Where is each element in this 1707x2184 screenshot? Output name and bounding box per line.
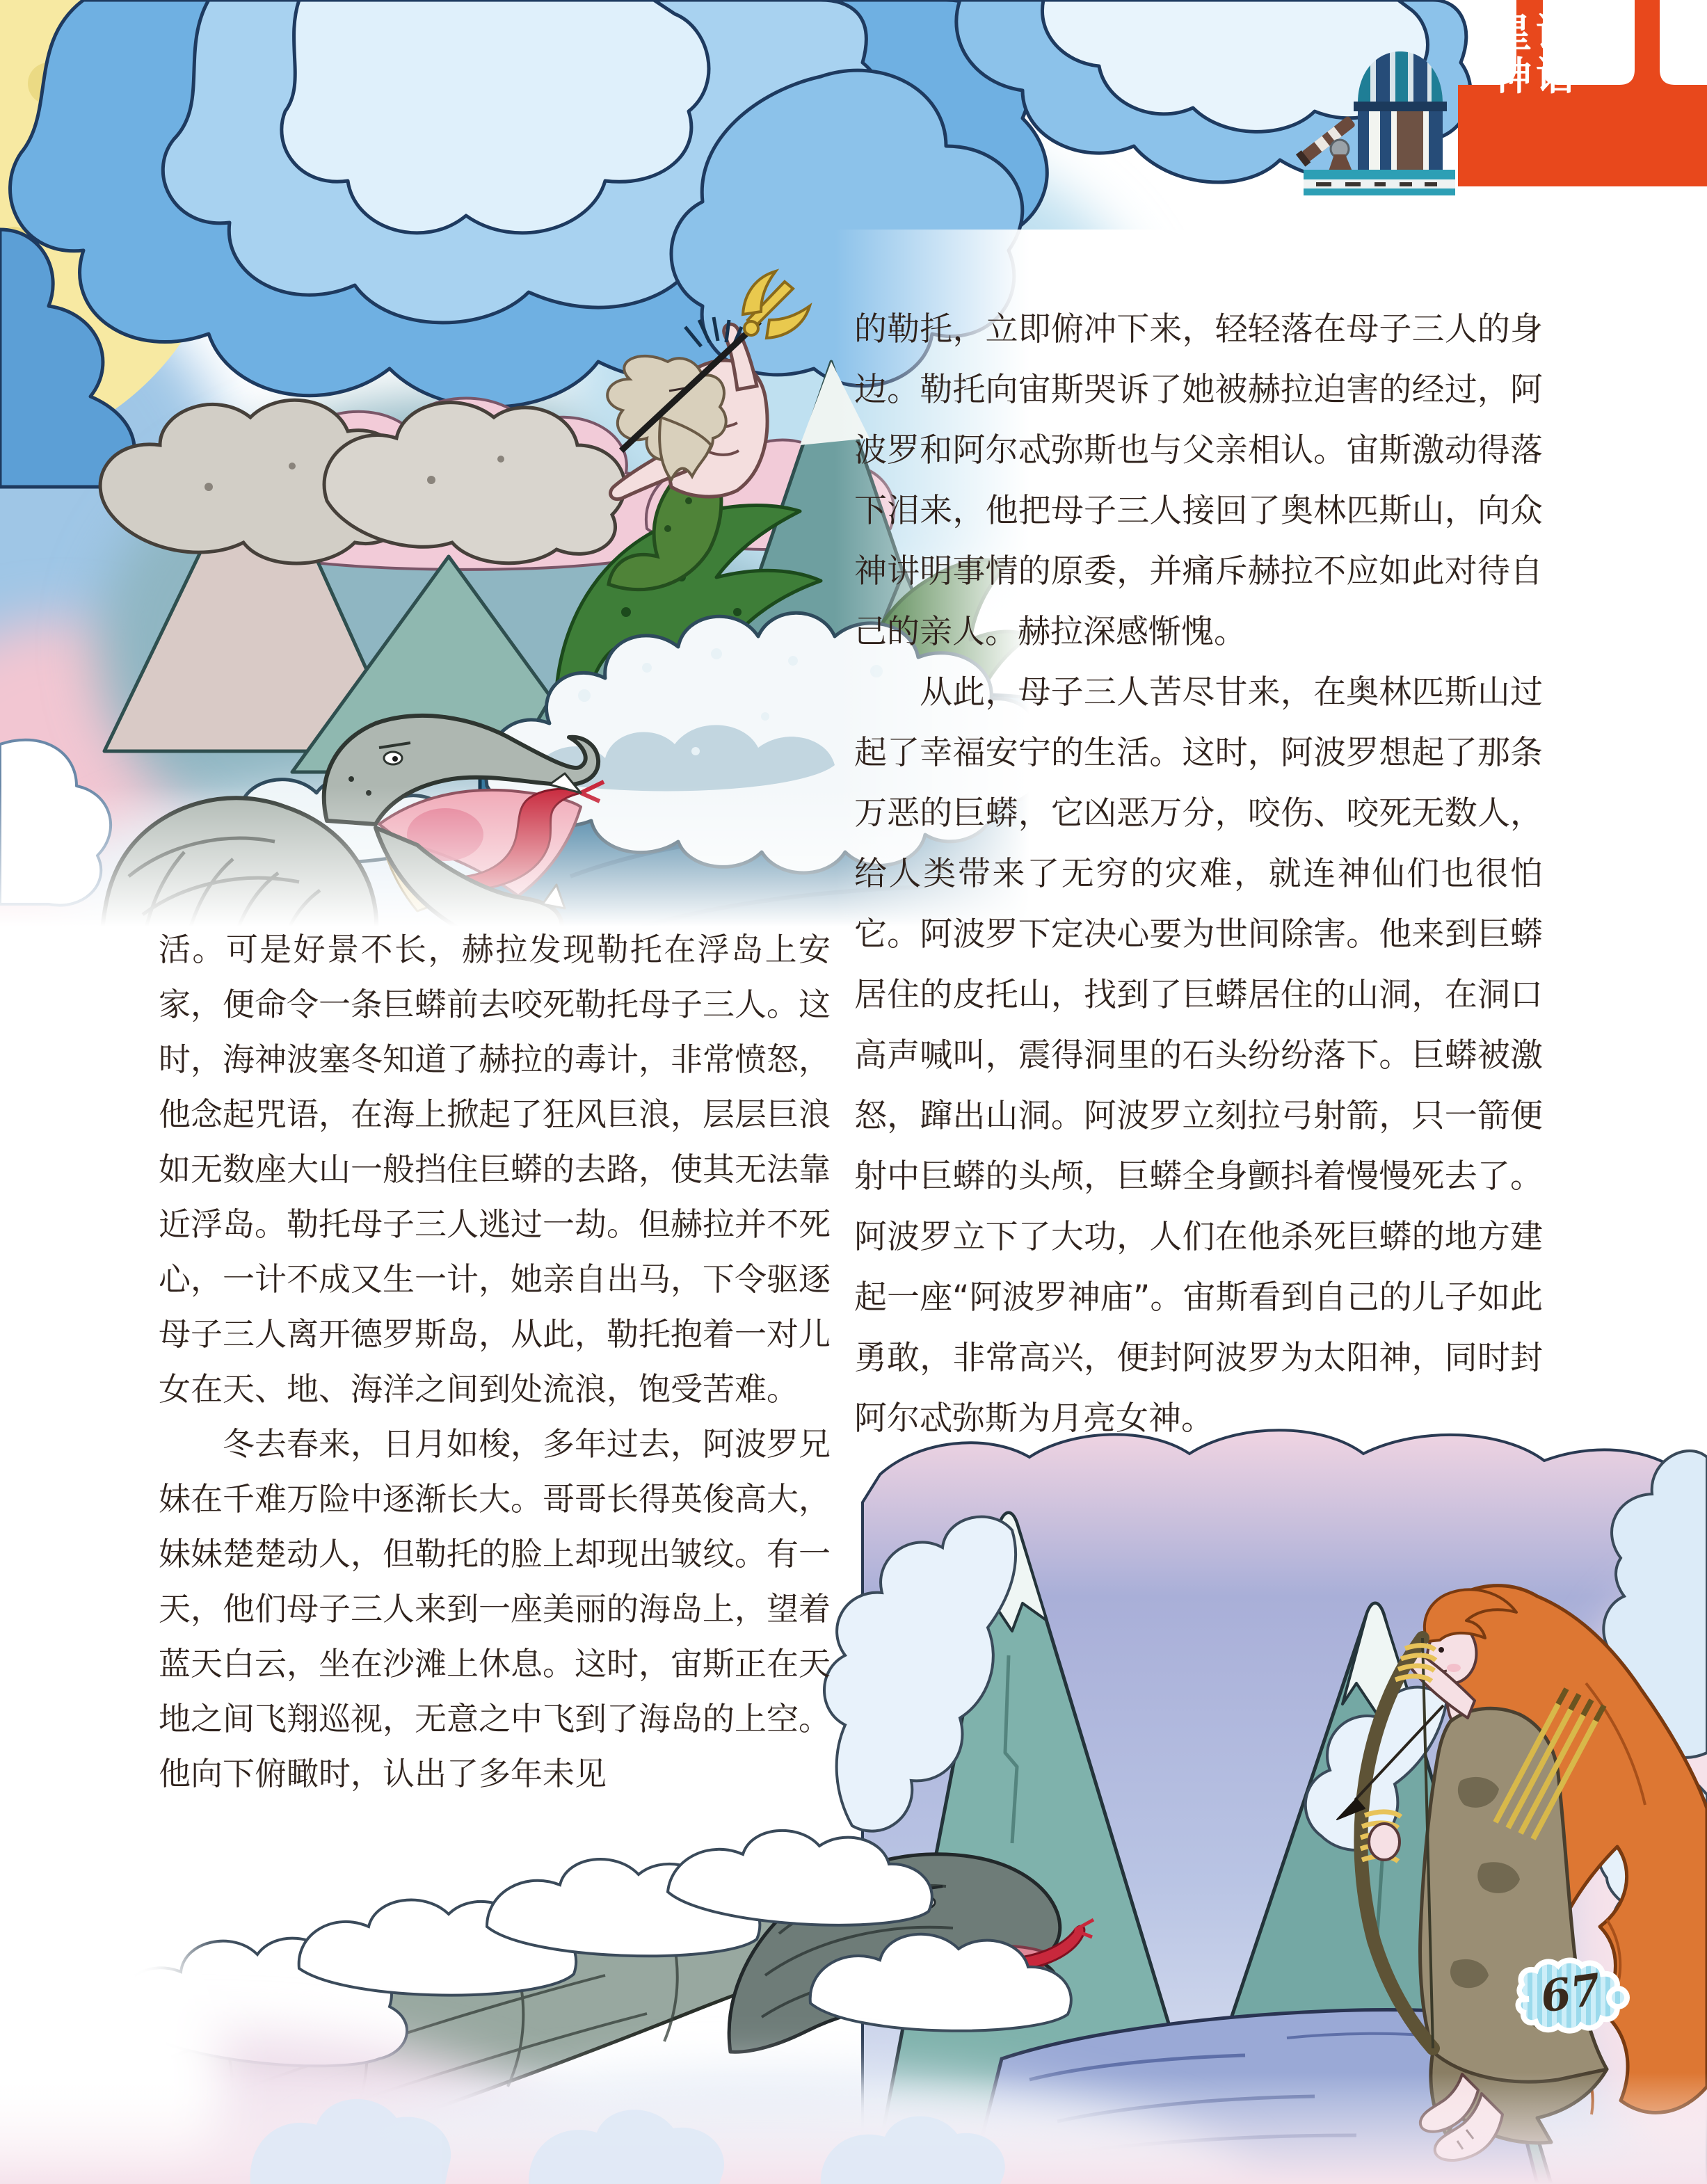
- observatory-icon: [1291, 25, 1465, 195]
- right-text-column: [854, 299, 1543, 1449]
- corner-tab: [1457, 0, 1707, 188]
- left-text-column: [159, 922, 831, 1801]
- tab-label-line2: 神话: [1493, 54, 1579, 99]
- door: [1397, 111, 1423, 171]
- page-number: 67: [1537, 1963, 1604, 2023]
- left-paragraph-1: 活。可是好景不长，赫拉发现勒托在浮岛上安家，便命令一条巨蟒前去咬死勒托母子三人。这时，海神波塞冬知道了赫拉的毒计，非常愤怒，他念起咒语，在海上掀起了狂风巨浪，层层巨浪如无数座大山一般挡住巨蟒的去路，使其无法靠近浮岛。勒托母子三人逃过一劫。但赫拉并不死心，一计不成又生一计，她亲自出马，下令驱逐母子三人离开德罗斯岛，从此，勒托抱着一对儿女在天、地、海洋之间到处流浪，饱受苦难。: [159, 931, 831, 1408]
- dome: [1358, 46, 1443, 109]
- tab-label-line1: 星话: [1493, 11, 1579, 56]
- right-paragraph-2: 从此，母子三人苦尽甘来，在奥林匹斯山过起了幸福安宁的生活。这时，阿波罗想起了那条万恶的巨蟒，它凶恶万分，咬伤、咬死无数人，给人类带来了无穷的灾难，就连神仙们也很怕它。阿波罗下定决心要为世间除害。他来到巨蟒居住的皮托山，找到了巨蟒居住的山洞，在洞口高声喊叫，震得洞里的石头纷纷落下。巨蟒被激怒，蹿出山洞。阿波罗立刻拉弓射箭，只一箭便射中巨蟒的头颅，巨蟒全身颤抖着慢慢死去了。阿波罗立下了大功，人们在他杀死巨蟒的地方建起一座“阿波罗神庙”。宙斯看到自己的儿子如此勇敢，非常高兴，便封阿波罗为太阳神，同时封阿尔忒弥斯为月亮女神。: [854, 673, 1543, 1438]
- telescope-stand: [1329, 154, 1352, 171]
- telescope: [1296, 114, 1357, 166]
- right-paragraph-1: 的勒托，立即俯冲下来，轻轻落在母子三人的身边。勒托向宙斯哭诉了她被赫拉迫害的经过，阿波罗和阿尔忒弥斯也与父亲相认。宙斯激动得落下泪来，他把母子三人接回了奥林匹斯山，向众神讲明事情的原委，并痛斥赫拉不应如此对待自己的亲人。赫拉深感惭愧。: [854, 310, 1543, 651]
- page-number-badge: [1508, 1956, 1633, 2039]
- dome-band: [1354, 102, 1447, 111]
- left-paragraph-2: 冬去春来，日月如梭，多年过去，阿波罗兄妹在千难万险中逐渐长大。哥哥长得英俊高大，妹妹楚楚动人，但勒托的脸上却现出皱纹。有一天，他们母子三人来到一座美丽的海岛上，望着蓝天白云，坐在沙滩上休息。这时，宙斯正在天地之间飞翔巡视，无意之中飞到了海岛的上空。他向下俯瞰时，认出了多年未见: [159, 1425, 831, 1792]
- platform: [1304, 170, 1455, 195]
- building: [1358, 111, 1443, 171]
